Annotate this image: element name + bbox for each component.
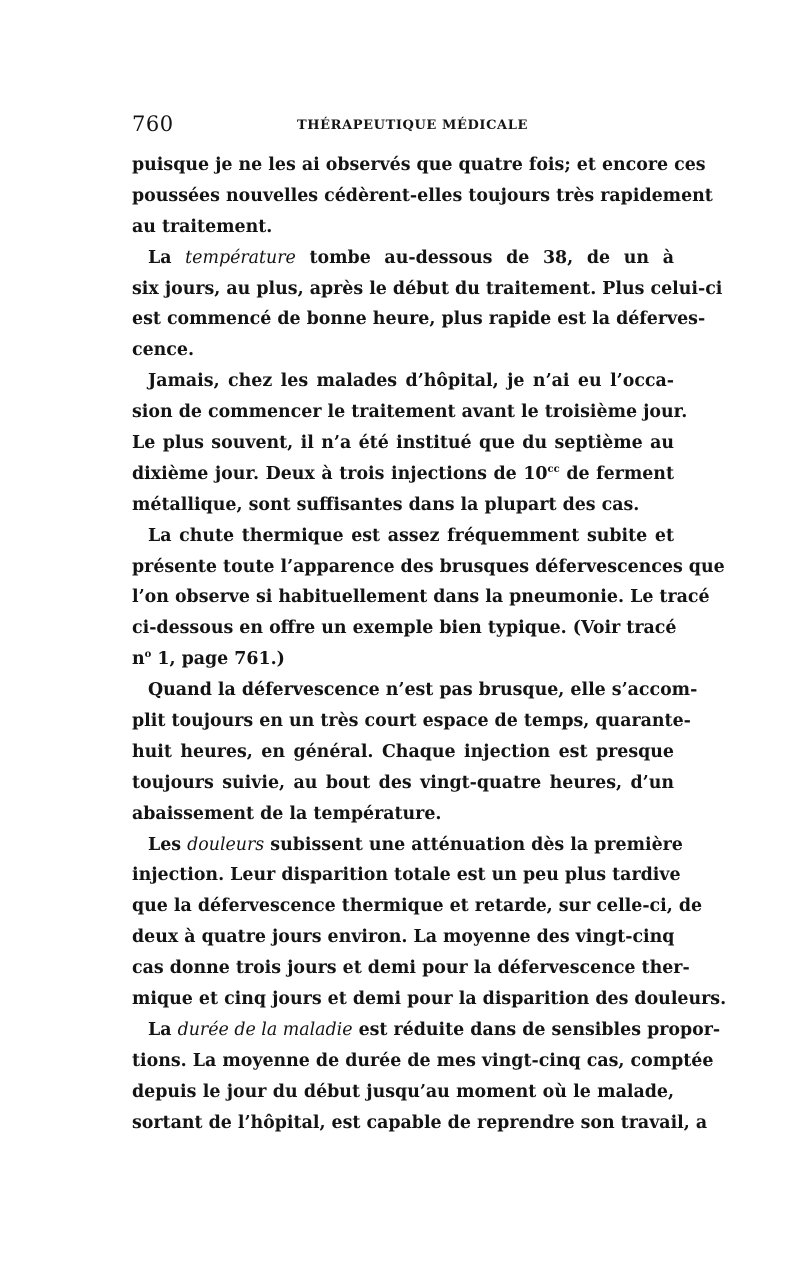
body-text [132,150,727,1139]
text-line: cence. [132,340,195,361]
text-line: injection. Leur disparition totale est un peu plus tardive [132,865,681,886]
superscript: cc [547,463,560,475]
text-line: au traitement. [132,216,273,237]
text-line: présente toute l’apparence des brusques défervescences que [132,556,725,577]
text-line [132,830,683,861]
text-line: abaissement de la température. [132,803,442,824]
italic-term: température [185,247,296,268]
text-run: n [132,649,145,670]
text-line: métallique, sont suffisantes dans la plupart des cas. [132,494,640,515]
text-line: plit toujours en un très court espace de temps, quarante- [132,711,691,732]
text-line: cas donne trois jours et demi pour la défervescence ther- [132,958,690,979]
running-title: THÉRAPEUTIQUE MÉDICALE [297,118,528,133]
text-run: de ferment [559,463,674,484]
superscript: o [144,649,152,661]
text-line: toujours suivie, au bout des vingt-quatre heures, d’un [132,772,674,793]
text-run: tombe au-dessous de 38, de un à [295,247,674,268]
text-run: Les [148,834,188,855]
text-line: puisque je ne les ai observés que quatre fois; et encore ces [132,155,706,175]
text-line: sion de commencer le traitement avant le troisième jour. [132,402,688,423]
text-line: depuis le jour du début jusqu’au moment où le malade, [132,1081,674,1102]
text-run: dixième jour. Deux à trois injections de 10 [132,463,548,484]
text-line: tions. La moyenne de durée de mes vingt-cinq cas, comptée [132,1050,714,1071]
text-run: La [148,247,186,268]
text-line [132,1015,721,1046]
text-line: Le plus souvent, il n’a été institué que du septième au [132,433,674,454]
text-line: Jamais, chez les malades d’hôpital, je n’ai eu l’occa- [148,371,674,392]
text-run: 1, page 761.) [151,649,285,670]
text-line: l’on observe si habituellement dans la pneumonie. Le tracé [132,587,710,608]
text-line: ci-dessous en offre un exemple bien typique. (Voir tracé [132,618,677,639]
text-line [132,459,674,490]
text-line [132,243,674,274]
text-run: subissent une atténuation dès la première [264,834,683,855]
text-line: La chute thermique est assez fréquemment subite et [148,525,674,546]
text-line: Quand la défervescence n’est pas brusque, elle s’accom- [148,680,698,701]
running-header [132,112,674,142]
text-line: que la défervescence thermique et retarde, sur celle-ci, de [132,896,703,917]
text-line: poussées nouvelles cédèrent-elles toujours très rapidement [132,185,713,206]
page-number: 760 [132,112,174,136]
italic-term: douleurs [187,834,265,855]
text-run: La [148,1019,178,1040]
text-line [132,644,674,675]
text-run: est réduite dans de sensibles propor- [352,1019,721,1040]
text-line: sortant de l’hôpital, est capable de reprendre son travail, a [132,1112,708,1133]
italic-term: durée de la maladie [177,1019,353,1040]
text-line: est commencé de bonne heure, plus rapide est la déferves- [132,309,706,330]
text-line: six jours, au plus, après le début du traitement. Plus celui-ci [132,278,723,299]
text-line: mique et cinq jours et demi pour la disparition des douleurs. [132,989,727,1010]
text-line: huit heures, en général. Chaque injection est presque [132,741,674,762]
text-line: deux à quatre jours environ. La moyenne des vingt-cinq [132,927,675,948]
